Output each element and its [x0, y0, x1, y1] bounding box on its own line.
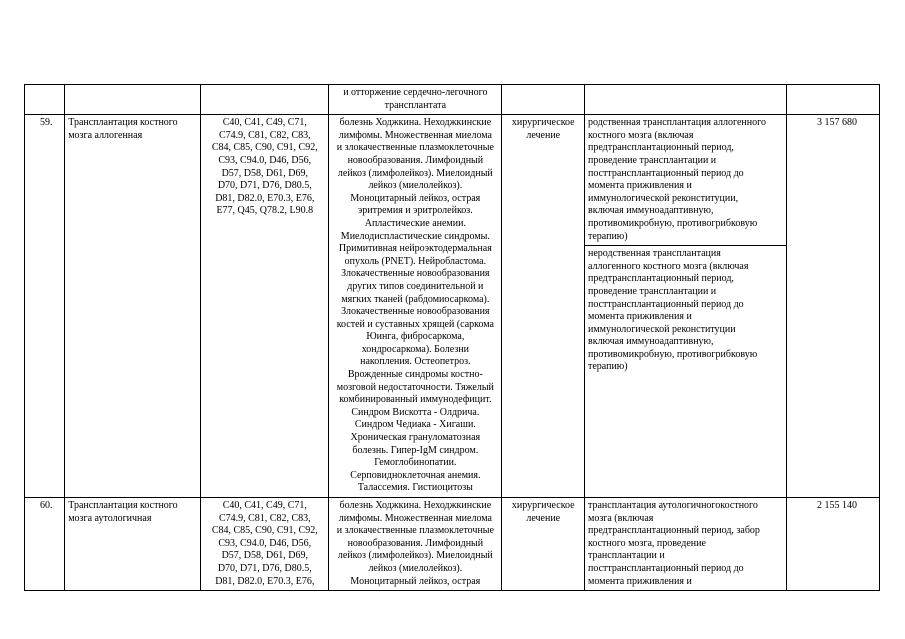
codes-cell — [201, 85, 329, 115]
table-row-continuation — [25, 85, 880, 115]
cost-cell — [787, 85, 880, 115]
method-type: хирургическое лечение — [502, 498, 585, 591]
treatment-methods — [584, 115, 786, 498]
service-name: Трансплантация костного мозга аллогенная — [65, 115, 201, 498]
row-number: 60. — [25, 498, 65, 591]
treatment-cell — [584, 85, 786, 115]
table-row-59 — [25, 115, 880, 498]
table-row-60 — [25, 498, 880, 591]
treatment-method: трансплантация аутологичногокостного мозга (включая предтрансплантационный период, забор костного мозга, проведение трансплантации и посттрансплантационный период до момента приживления и — [584, 498, 786, 591]
name-cell — [65, 85, 201, 115]
icd-codes: C40, C41, C49, C71, C74.9, C81, C82, C83, C84, C85, C90, C91, C92, C93, C94.0, D46, D56, D57, D58, D61, D69, D70, D71, D76, D80.5, D81, D82.0, E70.3, E76, — [201, 498, 329, 591]
treatment-method: родственная трансплантация аллогенного костного мозга (включая предтрансплантационный период, проведение трансплантации и посттрансплантационный период до момента приживления и иммунологической реконституции, включая иммуноадаптивную, противомикробную, противогрибковую терапию) — [587, 117, 766, 242]
disease-list: болезнь Ходжкина. Неходжкинские лимфомы. Множественная миелома и злокачественные плазмоклеточные новообразования. Лимфоидный лейкоз (лимфолейкоз). Миелоидный лейкоз (миелолейкоз). Моноцитарный лейкоз, острая эритремия и эритролейкоз. Апластические анемии. Миелодиспластические синдромы. Примитивная нейроэктодермальная опухоль (PNET). Нейробластома. Злокачественные новообразования других типов соединительной и мягких тканей (рабдомиосаркома). Злокачественные новообразования костей и суставных хрящей (саркома Юинга, фибросаркома, хондросаркома). Болезни накопления. Остеопетроз. Врожденные синдромы костно- мозговой недостаточности. Тяжелый комбинированный иммунодефицит. Синдром Вискотта - Олдрича. Синдром Чедиака - Хигаши. Хроническая грануломатозная болезнь. Гипер-IgM синдром. Гемоглобинопатии. Серповидноклеточная анемия. Талассемия. Гистиоцитозы — [329, 115, 502, 498]
diseases-cell: и отторжение сердечно-легочного трансплантата — [329, 85, 502, 115]
cost-value: 3 157 680 — [787, 115, 880, 498]
services-table — [24, 84, 880, 591]
method-type: хирургическое лечение — [502, 115, 585, 498]
disease-list: болезнь Ходжкина. Неходжкинские лимфомы. Множественная миелома и злокачественные плазмоклеточные новообразования. Лимфоидный лейкоз (лимфолейкоз). Миелоидный лейкоз (миелолейкоз). Моноцитарный лейкоз, острая — [329, 498, 502, 591]
service-name: Трансплантация костного мозга аутологичная — [65, 498, 201, 591]
icd-codes: C40, C41, C49, C71, C74.9, C81, C82, C83, C84, C85, C90, C91, C92, C93, C94.0, D46, D56, D57, D58, D61, D69, D70, D71, D76, D80.5, D81, D82.0, E70.3, E76, E77, Q45, Q78.2, L90.8 — [201, 115, 329, 498]
method-type-cell — [502, 85, 585, 115]
number-cell — [25, 85, 65, 115]
cost-value: 2 155 140 — [787, 498, 880, 591]
row-number: 59. — [25, 115, 65, 498]
treatment-method: неродственная трансплантация аллогенного костного мозга (включая предтрансплантационный период, проведение трансплантации и посттрансплантационный период до момента приживления и иммунологической реконституции включая иммуноадаптивную, противомикробную, противогрибковую терапию) — [585, 245, 786, 376]
